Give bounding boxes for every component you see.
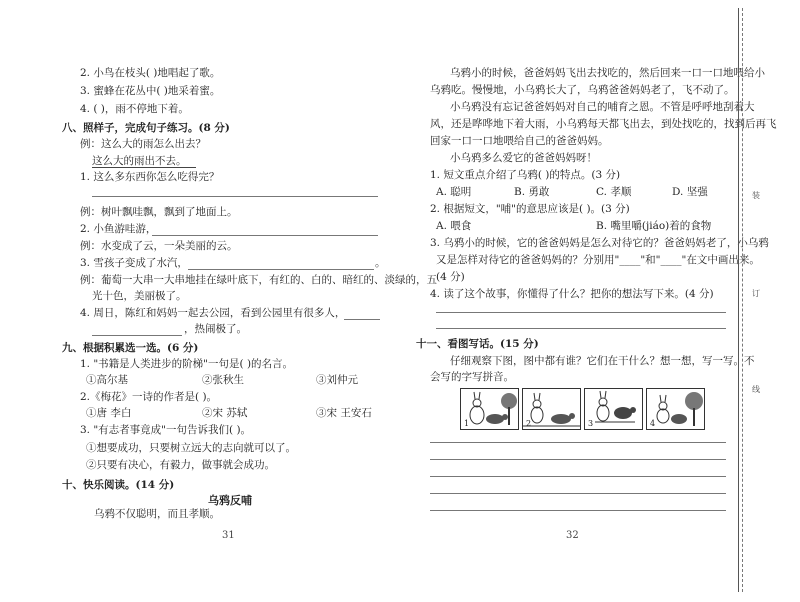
writing-line[interactable] — [436, 328, 726, 329]
rabbit-turtle-illustration-3 — [585, 389, 642, 429]
reading-q3-line2: 又是怎样对待它的爸爸妈妈的？分别用"____"和"____"在文中画出来。 — [436, 254, 760, 266]
reading-q1-b[interactable]: B. 勇敢 — [514, 186, 550, 198]
rabbit-turtle-illustration-1 — [461, 389, 518, 429]
picture-number: 1 — [464, 419, 470, 428]
example-4: 例：葡萄一大串一大串地挂在绿叶底下，有红的、白的、暗红的、淡绿的，五 — [80, 274, 437, 286]
binding-label: 装 — [752, 191, 760, 200]
picture-panel-1 — [460, 388, 519, 430]
example-3: 例：水变成了云，一朵美丽的云。 — [80, 240, 238, 252]
section-10-title: 十、快乐阅读。(14 分) — [62, 479, 175, 491]
exercise-8-3: 3. 雪孩子变成了水汽， — [80, 257, 188, 269]
exercise-8-4-cont: ，热闹极了。 — [184, 323, 247, 335]
picture-number: 4 — [650, 419, 656, 428]
picture-panel-4 — [646, 388, 705, 430]
writing-line[interactable] — [92, 335, 182, 336]
picture-panel-3 — [584, 388, 643, 430]
exercise-8-2: 2. 小鱼游哇游， — [80, 223, 157, 235]
writing-line[interactable] — [430, 510, 726, 511]
story-title: 乌鸦反哺 — [208, 494, 252, 507]
writing-line[interactable] — [430, 493, 726, 494]
example-1: 例：这么大的雨怎么出去？ — [80, 138, 206, 150]
reading-q1-a[interactable]: A. 聪明 — [436, 186, 472, 198]
choice-9-2-a[interactable]: ①唐 李白 — [86, 407, 132, 419]
choice-9-1-a[interactable]: ①高尔基 — [86, 374, 128, 386]
reading-q4: 4. 读了这个故事，你懂得了什么？把你的想法写下来。(4 分) — [430, 288, 714, 300]
binding-label: 线 — [752, 385, 760, 394]
section-11-instructions-a: 仔细观察下图，图中都有谁？它们在干什么？想一想，写一写。不 — [450, 355, 755, 367]
choice-9-2-c[interactable]: ③宋 王安石 — [316, 407, 372, 419]
page-number: 32 — [566, 530, 579, 541]
exercise-8-3-period: 。 — [375, 257, 386, 269]
story-paragraph-3c: 回家一口一口地喂给自己的爸爸妈妈。 — [430, 135, 609, 147]
section-8-title: 八、照样子，完成句子练习。(8 分) — [62, 122, 230, 134]
reading-q1: 1. 短文重点介绍了乌鸦( )的特点。(3 分) — [430, 169, 621, 181]
reading-q2: 2. 根据短文，"哺"的意思应该是( )。(3 分) — [430, 203, 630, 215]
choice-9-2: 2.《梅花》一诗的作者是( )。 — [80, 391, 218, 403]
question-3: 3. 蜜蜂在花丛中( )地采着蜜。 — [80, 85, 221, 97]
rabbit-turtle-illustration-4 — [647, 389, 704, 429]
answer-underline — [92, 167, 196, 168]
choice-9-3: 3. "有志者事竟成"一句告诉我们( )。 — [80, 424, 252, 436]
reading-q3-line1: 3. 乌鸦小的时候，它的爸爸妈妈是怎么对待它的？爸爸妈妈老了，小乌鸦 — [430, 237, 769, 249]
reading-q3-line3: (4 分) — [436, 271, 465, 283]
story-paragraph-3b: 风，还是哗哗地下着大雨，小乌鸦每天都飞出去，到处找吃的，找到后再飞 — [430, 118, 777, 130]
choice-9-2-b[interactable]: ②宋 苏轼 — [202, 407, 248, 419]
binding-dashed-line — [742, 8, 743, 592]
writing-line[interactable] — [430, 442, 726, 443]
writing-line[interactable] — [430, 459, 726, 460]
story-paragraph-2a: 乌鸦小的时候，爸爸妈妈飞出去找吃的，然后回来一口一口地喂给小 — [450, 67, 765, 79]
writing-line[interactable] — [92, 196, 378, 197]
picture-number: 2 — [526, 419, 532, 428]
binding-line — [738, 8, 739, 592]
reading-q2-b[interactable]: B. 嘴里嚼(jiáo)着的食物 — [596, 220, 712, 232]
section-11-title: 十一、看图写话。(15 分) — [416, 338, 539, 350]
example-4-cont: 光十色，美丽极了。 — [92, 290, 187, 302]
page-number: 31 — [222, 530, 235, 541]
writing-line[interactable] — [430, 476, 726, 477]
choice-9-3-b[interactable]: ②只要有决心，有毅力，做事就会成功。 — [86, 459, 275, 471]
example-2: 例：树叶飘哇飘，飘到了地面上。 — [80, 206, 238, 218]
example-1-answer: 这么大的雨出不去。 — [92, 155, 187, 167]
reading-q1-c[interactable]: C. 孝顺 — [596, 186, 632, 198]
writing-line[interactable] — [188, 269, 374, 270]
question-2: 2. 小鸟在枝头( )地唱起了歌。 — [80, 67, 221, 79]
rabbit-turtle-illustration-2 — [523, 389, 580, 429]
exercise-8-1: 1. 这么多东西你怎么吃得完？ — [80, 171, 220, 183]
choice-9-3-a[interactable]: ①想要成功，只要树立远大的志向就可以了。 — [86, 442, 296, 454]
choice-9-1-b[interactable]: ②张秋生 — [202, 374, 244, 386]
section-11-instructions-b: 会写的字写拼音。 — [430, 371, 514, 383]
story-paragraph-3a: 小乌鸦没有忘记爸爸妈妈对自己的哺育之恩。不管是呼呼地刮着大 — [450, 101, 755, 113]
reading-q2-a[interactable]: A. 喂食 — [436, 220, 472, 232]
story-paragraph-2b: 乌鸦吃。慢慢地，小乌鸦长大了，乌鸦爸爸妈妈老了，飞不动了。 — [430, 84, 735, 96]
binding-label: 订 — [752, 289, 760, 298]
reading-q1-d[interactable]: D. 坚强 — [672, 186, 708, 198]
picture-number: 3 — [588, 419, 594, 428]
choice-9-1-c[interactable]: ③刘仲元 — [316, 374, 358, 386]
story-paragraph-4: 小乌鸦多么爱它的爸爸妈妈呀！ — [450, 152, 597, 164]
right-page — [400, 0, 777, 602]
exercise-8-4: 4. 周日，陈红和妈妈一起去公园，看到公园里有很多人， — [80, 307, 346, 319]
writing-line[interactable] — [344, 319, 380, 320]
story-paragraph-1: 乌鸦不仅聪明，而且孝顺。 — [94, 508, 220, 520]
section-9-title: 九、根据积累选一选。(6 分) — [62, 342, 199, 354]
writing-line[interactable] — [152, 235, 378, 236]
picture-panel-2 — [522, 388, 581, 430]
question-4: 4. ( )，雨不停地下着。 — [80, 103, 189, 115]
writing-line[interactable] — [436, 312, 726, 313]
choice-9-1: 1. "书籍是人类进步的阶梯"一句是( )的名言。 — [80, 358, 294, 370]
